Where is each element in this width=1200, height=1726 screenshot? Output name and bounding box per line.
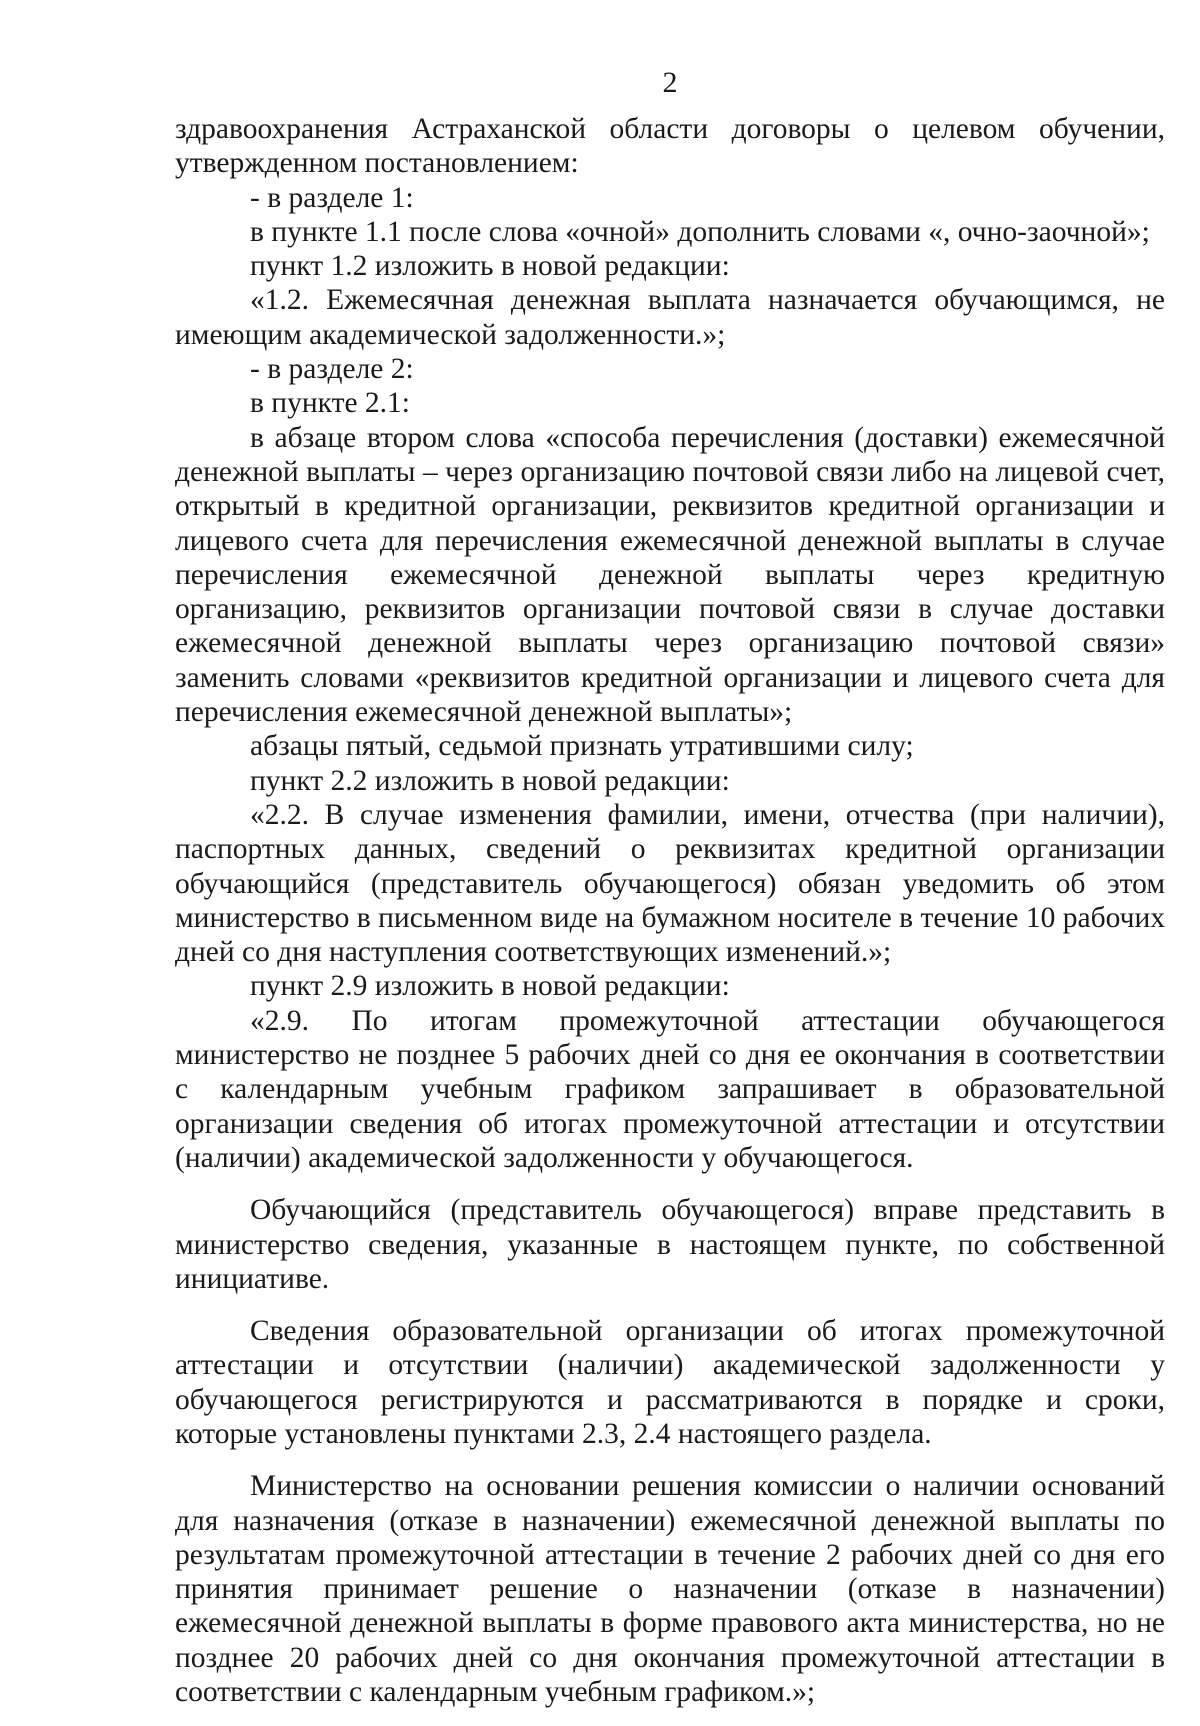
document-body	[175, 112, 1165, 1709]
paragraph: «2.2. В случае изменения фамилии, имени, отчества (при наличии), паспортных данных, сведений о реквизитах кредитной организации обучающийся (представитель обучающегося) обязан уведомить об этом министерство в письменном виде на бумажном носителе в течение 10 рабочих дней со дня наступления соответствующих изменений.»;	[175, 798, 1165, 969]
page-number: 2	[662, 66, 678, 99]
paragraph: пункт 1.2 изложить в новой редакции:	[250, 250, 730, 283]
paragraph: - в разделе 2:	[250, 353, 414, 386]
paragraph: здравоохранения Астраханской области договоры о целевом обучении, утвержденном постановлением:	[175, 113, 1165, 180]
paragraph: «1.2. Ежемесячная денежная выплата назначается обучающимся, не имеющим академической задолженности.»;	[175, 284, 1165, 351]
paragraph: в абзаце втором слова «способа перечисления (доставки) ежемесячной денежной выплаты – через организацию почтовой связи либо на лицевой счет, открытый в кредитной организации, реквизитов кредитной организации и лицевого счета для перечисления ежемесячной денежной выплаты в случае перечисления ежемесячной денежной выплаты через кредитную организацию, реквизитов организации почтовой связи в случае доставки ежемесячной денежной выплаты через организацию почтовой связи» заменить словами «реквизитов кредитной организации и лицевого счета для перечисления ежемесячной денежной выплаты»;	[175, 421, 1165, 729]
paragraph: - в разделе 1:	[250, 181, 414, 214]
paragraph: Обучающийся (представитель обучающегося) вправе представить в министерство сведения, указанные в настоящем пункте, по собственной инициативе.	[175, 1194, 1165, 1295]
paragraph: в пункте 2.1:	[250, 387, 411, 420]
paragraph: Сведения образовательной организации об итогах промежуточной аттестации и отсутствии (наличии) академической задолженности у обучающегося регистрируются и рассматриваются в порядке и сроки, которые установлены пунктами 2.3, 2.4 настоящего раздела.	[175, 1315, 1165, 1450]
paragraph: пункт 2.2 изложить в новой редакции:	[250, 764, 730, 797]
paragraph: абзацы пятый, седьмой признать утратившими силу;	[250, 730, 914, 763]
paragraph: «2.9. По итогам промежуточной аттестации обучающегося министерство не позднее 5 рабочих дней со дня ее окончания в соответствии с календарным учебным графиком запрашивает в образовательной организации сведения об итогах промежуточной аттестации и отсутствии (наличии) академической задолженности у обучающегося.	[175, 1004, 1165, 1174]
paragraph: в пункте 1.1 после слова «очной» дополнить словами «, очно-заочной»;	[250, 215, 1150, 248]
paragraph: Министерство на основании решения комиссии о наличии оснований для назначения (отказе в назначении) ежемесячной денежной выплаты по результатам промежуточной аттестации в течение 2 рабочих дней со дня его принятия принимает решение о назначении (отказе в назначении) ежемесячной денежной выплаты в форме правового акта министерства, но не позднее 20 рабочих дней со дня окончания промежуточной аттестации в соответствии с календарным учебным графиком.»;	[175, 1470, 1165, 1709]
paragraph: пункт 2.9 изложить в новой редакции:	[250, 970, 730, 1003]
